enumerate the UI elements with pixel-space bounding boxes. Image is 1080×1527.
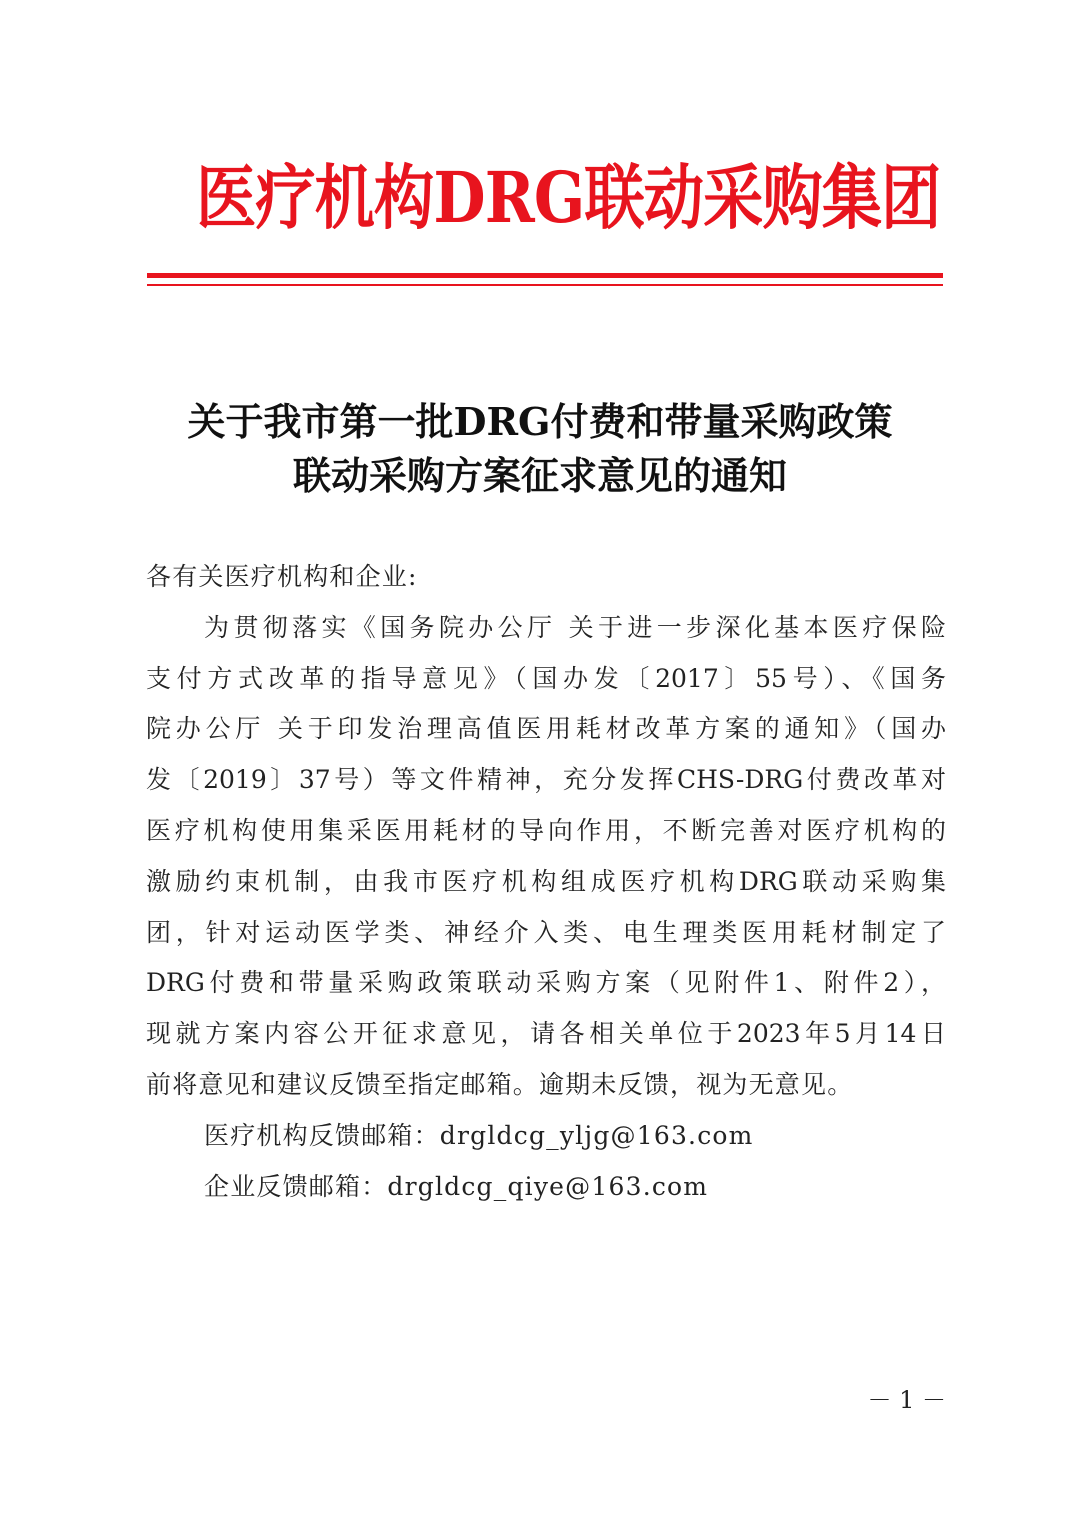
notice-body [146, 552, 946, 1212]
paragraph-line: 发〔2019〕37号）等文件精神，充分发挥CHS-DRG付费改革对 [146, 765, 946, 795]
notice-title-line-2: 联动采购方案征求意见的通知 [292, 453, 787, 498]
notice-title-line-1: 关于我市第一批DRG付费和带量采购政策 [187, 399, 893, 444]
organization-header: 医疗机构DRG联动采购集团 [196, 156, 941, 239]
paragraph-line: 激励约束机制，由我市医疗机构组成医疗机构DRG联动采购集 [146, 866, 946, 896]
paragraph-line: 团，针对运动医学类、神经介入类、电生理类医用耗材制定了 [146, 917, 946, 947]
hospital-feedback-email: 医疗机构反馈邮箱：drgldcg_yljg@163.com [204, 1120, 754, 1150]
header-rule-thick [147, 273, 943, 278]
paragraph-line: DRG付费和带量采购政策联动采购方案（见附件1、附件2）， [146, 968, 946, 998]
page-number: － 1 － [867, 1386, 946, 1414]
paragraph-line: 院办公厅 关于印发治理高值医用耗材改革方案的通知》（国办 [146, 714, 946, 744]
notice-title [140, 395, 940, 503]
enterprise-feedback-email: 企业反馈邮箱：drgldcg_qiye@163.com [204, 1171, 709, 1201]
paragraph-line: 前将意见和建议反馈至指定邮箱。逾期未反馈，视为无意见。 [146, 1069, 854, 1099]
paragraph-line: 为贯彻落实《国务院办公厅 关于进一步深化基本医疗保险 [204, 612, 946, 642]
header-rule-thin [147, 284, 943, 286]
paragraph-line: 医疗机构使用集采医用耗材的导向作用，不断完善对医疗机构的 [146, 815, 946, 845]
paragraph-line: 支付方式改革的指导意见》（国办发〔2017〕55号）、《国务 [146, 663, 946, 693]
salutation: 各有关医疗机构和企业: [146, 562, 418, 591]
paragraph-line: 现就方案内容公开征求意见，请各相关单位于2023年5月14日 [146, 1019, 946, 1049]
